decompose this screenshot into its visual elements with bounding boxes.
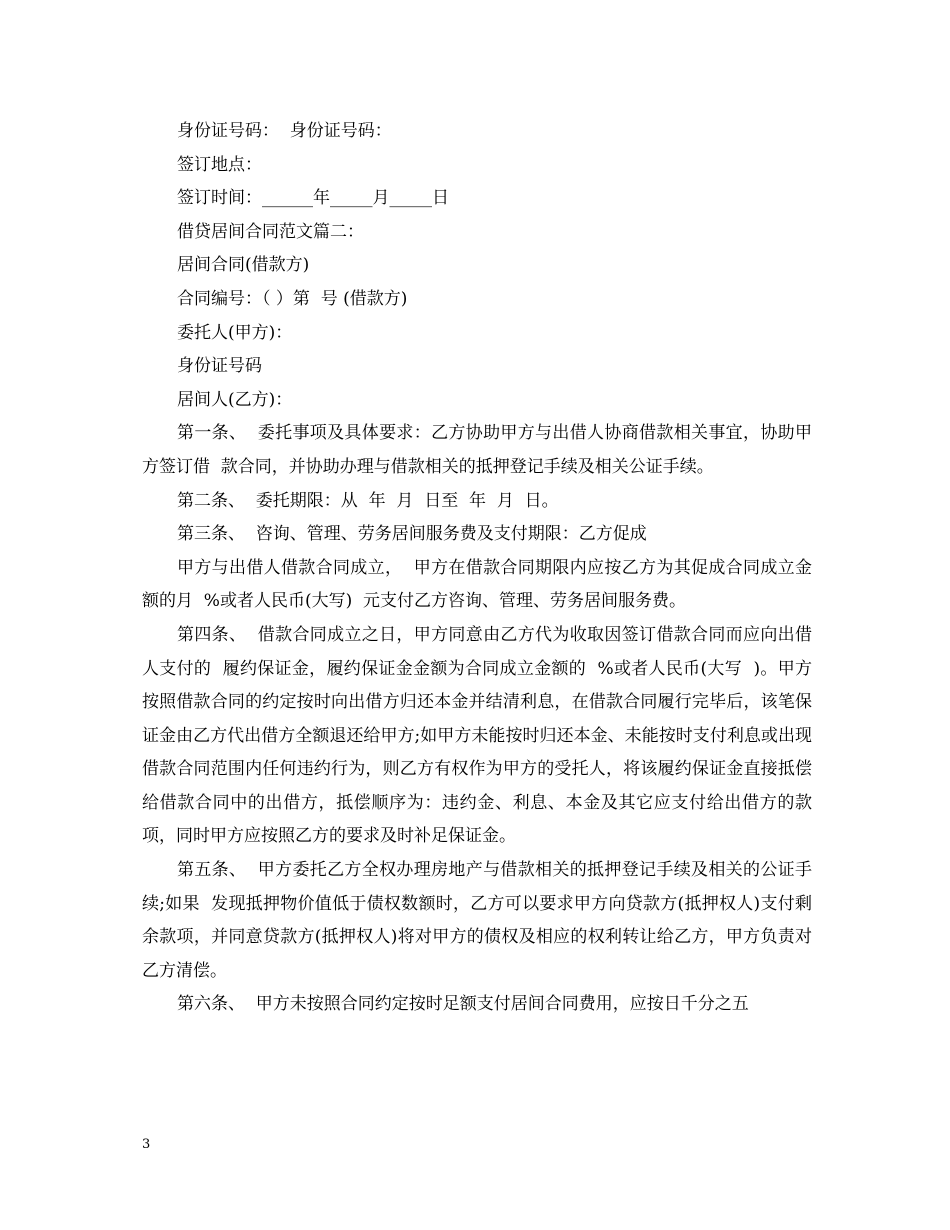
paragraph-article-1: 第一条、 委托事项及具体要求：乙方协助甲方与出借人协商借款相关事宜，协助甲方签订借 款合同，并协助办理与借款相关的抵押登记手续及相关公证手续。 — [142, 423, 812, 477]
paragraph-principal: 委托人(甲方)： — [177, 322, 293, 343]
paragraph-article-4: 第四条、 借款合同成立之日，甲方同意由乙方代为收取因签订借款合同而应向出借人支付的 履约保证金，履约保证金金额为合同成立金额的 %或者人民币(大写 )。甲方按照借款合同的约定按时向出借方归还本金并结清利息，在借款合同履行完毕后，该笔保证金由乙方代出借方全额退还给甲方;如甲方未能按时归还本金、未能按时支付利息或出现借款合同范围内任何违约行为，则乙方有权作为甲方的受托人，将该履约保证金直接抵偿给借款合同中的出借方，抵偿顺序为：违约金、利息、本金及其它应支付给出借方的款项，同时甲方应按照乙方的要求及时补足保证金。 — [142, 624, 812, 847]
paragraph-principal-id: 身份证号码 — [177, 356, 262, 377]
paragraph-id-numbers: 身份证号码： 身份证号码： — [177, 121, 392, 141]
paragraph-article-2: 第二条、 委托期限：从 年 月 日至 年 月 日。 — [177, 490, 559, 511]
paragraph-article-3-continued: 甲方与出借人借款合同成立， 甲方在借款合同期限内应按乙方为其促成合同成立金额的月 %或者人民币(大写) 元支付乙方咨询、管理、劳务居间服务费。 — [142, 557, 812, 612]
paragraph-contract-title: 居间合同(借款方) — [177, 255, 310, 276]
paragraph-signing-place: 签订地点： — [177, 154, 262, 175]
paragraph-article-5: 第五条、 甲方委托乙方全权办理房地产与借款相关的抵押登记手续及相关的公证手续;如果 发现抵押物价值低于债权数额时，乙方可以要求甲方向贷款方(抵押权人)支付剩余款项，并同意贷款方(抵押权人)将对甲方的债权及相应的权利转让给乙方，甲方负责对乙方清偿。 — [142, 860, 812, 981]
paragraph-contract-number: 合同编号：（ ）第 号 (借款方) — [177, 288, 408, 309]
page-number: 3 — [142, 1137, 151, 1152]
paragraph-article-3: 第三条、 咨询、管理、劳务居间服务费及支付期限：乙方促成 — [177, 524, 647, 545]
paragraph-article-6: 第六条、 甲方未按照合同约定按时足额支付居间合同费用，应按日千分之五 — [177, 994, 749, 1015]
paragraph-signing-date: 签订时间：______年_____月_____日 — [177, 188, 449, 209]
paragraph-intermediary: 居间人(乙方)： — [177, 389, 293, 410]
document-body — [142, 115, 812, 1022]
paragraph-section-heading: 借贷居间合同范文篇二： — [177, 221, 364, 242]
